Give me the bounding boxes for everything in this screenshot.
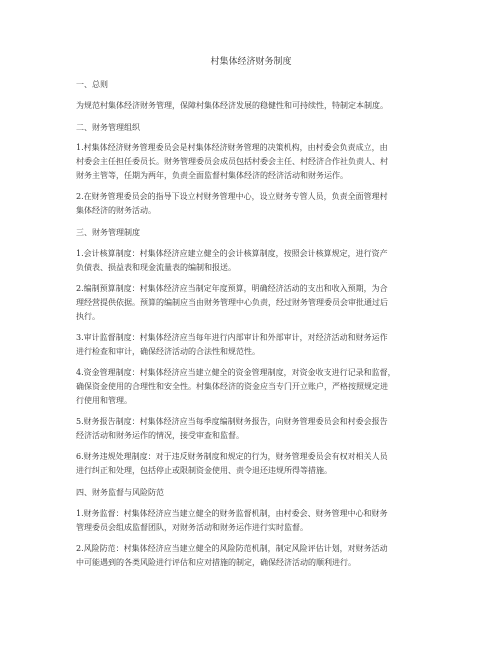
- section-heading-system: 三、财务管理制度: [76, 228, 140, 237]
- system-paragraph-3-line-2: 进行检查和审计，确保经济活动的合法性和规范性。: [76, 347, 260, 356]
- org-paragraph-2-line-1: 2.在财务管理委员会的指导下设立村财务管理中心，设立财务专管人员，负责全面管理村: [76, 192, 388, 201]
- system-paragraph-6-line-1: 6.财务违规处理制度：对于违反财务制度和规定的行为，财务管理委员会有权对相关人员: [76, 452, 388, 461]
- system-paragraph-2: [76, 282, 426, 324]
- system-paragraph-5-line-2: 经济活动和财务运作的情况，接受审查和监督。: [76, 431, 244, 440]
- system-paragraph-3: [76, 331, 426, 359]
- system-paragraph-4: [76, 366, 426, 408]
- supervision-paragraph-1: [76, 507, 426, 535]
- org-paragraph-1-line-1: 1.村集体经济财务管理委员会是村集体经济财务管理的决策机构，由村委会负责成立，由: [76, 143, 388, 152]
- org-paragraph-1-line-3: 财务主管等，任期为两年，负责全面监督村集体经济的经济活动和财务运作。: [76, 171, 348, 180]
- system-paragraph-2-line-2: 理经营提供依据。预算的编制应当由财务管理中心负责，经过财务管理委员会审批通过后: [76, 298, 388, 307]
- org-paragraph-1-line-2: 村委会主任担任委员长。财务管理委员会成员包括村委会主任、村经济合作社负责人、村: [76, 157, 388, 166]
- system-paragraph-4-line-3: 行使用和管理。: [76, 396, 132, 405]
- system-paragraph-2-line-1: 2.编制预算制度：村集体经济应当制定年度预算，明确经济活动的支出和收入预期，为合: [76, 284, 388, 293]
- supervision-paragraph-2: [76, 542, 426, 570]
- system-paragraph-2-line-3: 执行。: [76, 312, 100, 321]
- supervision-paragraph-1-line-1: 1.财务监督：村集体经济应当建立健全的财务监督机制，由村委会、财务管理中心和财务: [76, 509, 388, 518]
- system-paragraph-6: [76, 450, 426, 478]
- system-paragraph-1: [76, 247, 426, 275]
- supervision-paragraph-1-line-2: 管理委员会组成监督团队，对财务活动和财务运作进行实时监督。: [76, 523, 308, 532]
- supervision-paragraph-2-line-1: 2.风险防范：村集体经济应当建立健全的风险防范机制，制定风险评估计划，对财务活动: [76, 544, 388, 553]
- system-paragraph-5-line-1: 5.财务报告制度：村集体经济应当每季度编制财务报告，向财务管理委员会和村委会报告: [76, 417, 388, 426]
- org-paragraph-1: [76, 141, 426, 183]
- section-heading-general: 一、总则: [76, 80, 108, 89]
- system-paragraph-6-line-2: 进行纠正和处理，包括停止或限制资金使用、责令退还违规所得等措施。: [76, 466, 332, 475]
- system-paragraph-1-line-2: 负债表、损益表和现金流量表的编制和报送。: [76, 263, 236, 272]
- document-title: 村集体经济财务制度: [210, 57, 292, 67]
- intro-paragraph: 为规范村集体经济财务管理，保障村集体经济发展的稳健性和可持续性，特制定本制度。: [76, 101, 388, 110]
- system-paragraph-1-line-1: 1.会计核算制度：村集体经济应建立健全的会计核算制度，按照会计核算规定，进行资产: [76, 249, 388, 258]
- supervision-paragraph-2-line-2: 中可能遇到的各类风险进行评估和应对措施的制定，确保经济活动的顺利进行。: [76, 558, 356, 567]
- org-paragraph-2: [76, 190, 426, 218]
- system-paragraph-4-line-2: 确保资金使用的合理性和安全性。村集体经济的资金应当专门开立账户，严格按照规定进: [76, 382, 388, 391]
- org-paragraph-2-line-2: 集体经济的财务活动。: [76, 206, 156, 215]
- system-paragraph-4-line-1: 4.资金管理制度：村集体经济应当建立健全的资金管理制度，对资金收支进行记录和监督，: [76, 368, 396, 377]
- system-paragraph-5: [76, 415, 426, 443]
- section-heading-supervision: 四、财务监督与风险防范: [76, 488, 164, 497]
- system-paragraph-3-line-1: 3.审计监督制度：村集体经济应当每年进行内部审计和外部审计，对经济活动和财务运作: [76, 333, 388, 342]
- section-heading-organization: 二、财务管理组织: [76, 123, 140, 132]
